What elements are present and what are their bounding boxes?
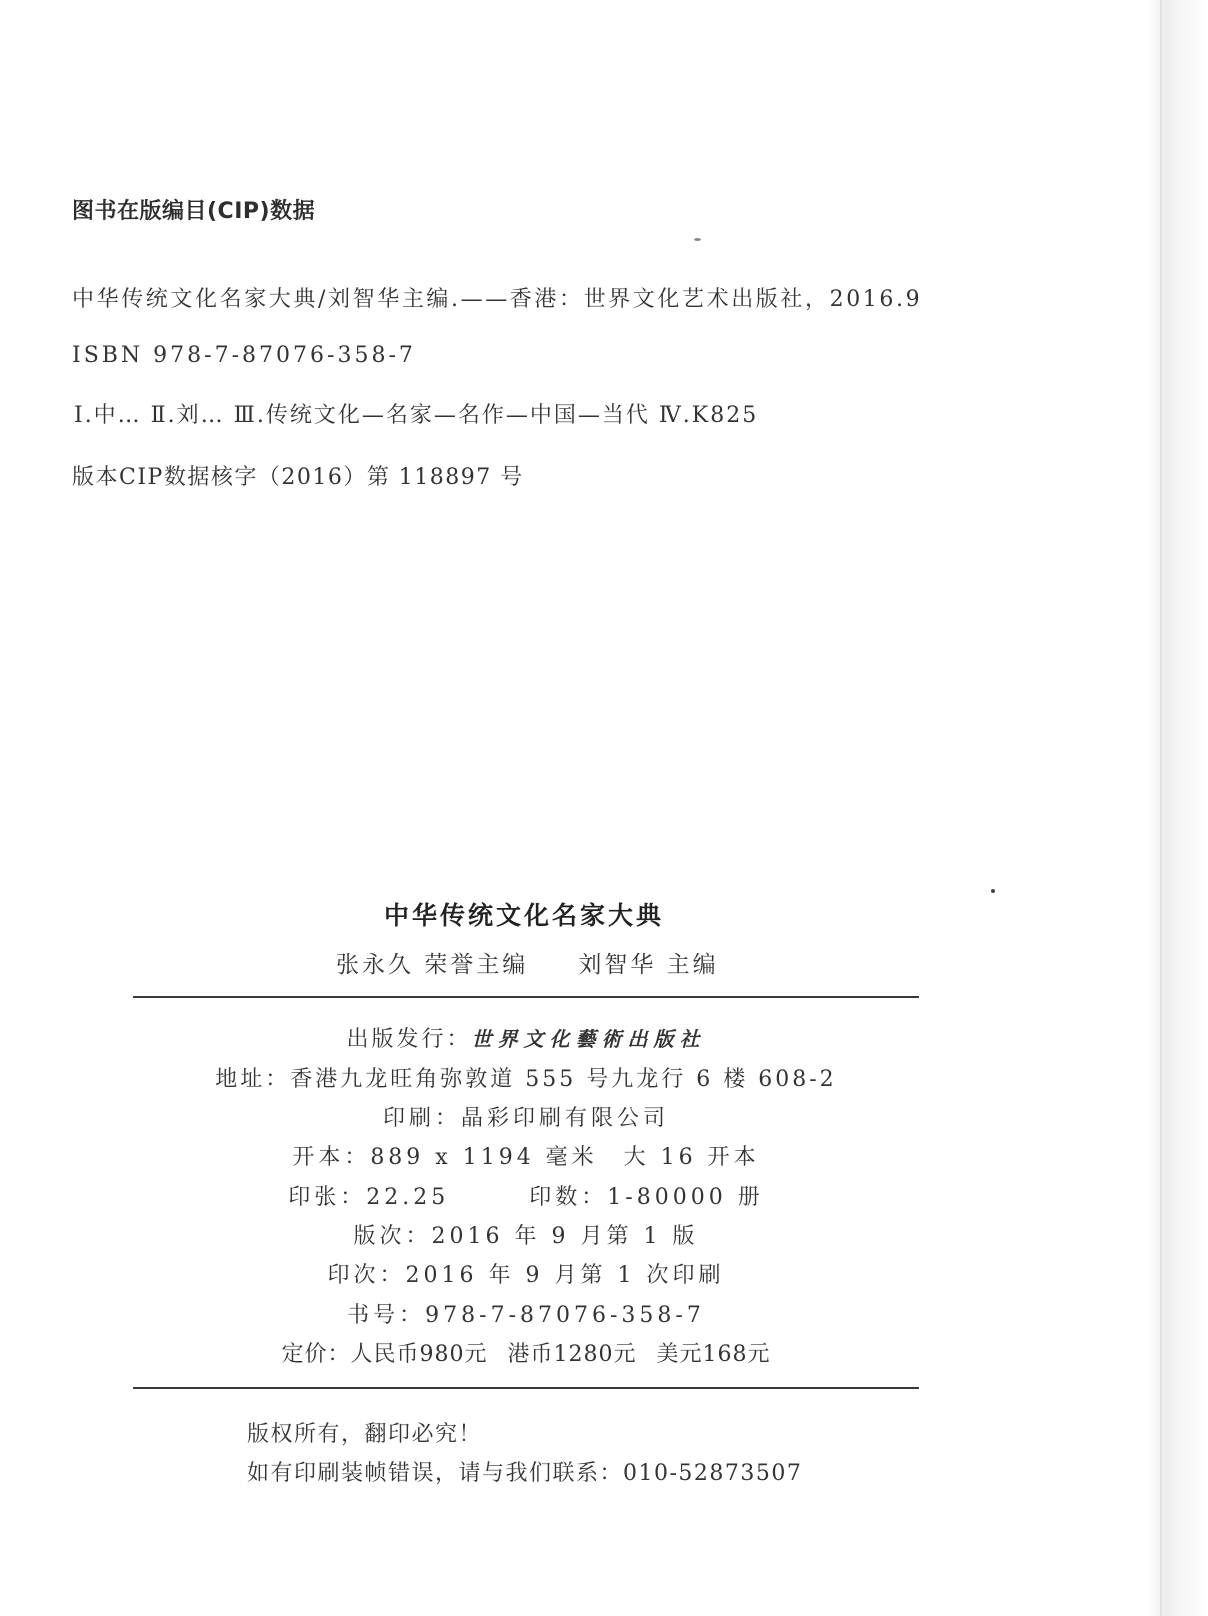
format-line: 开本：889 x 1194 毫米 大 16 开本 [292, 1145, 760, 1170]
divider-bottom [133, 1387, 919, 1389]
divider-top [133, 996, 919, 998]
price-usd: 美元168元 [656, 1342, 771, 1367]
page-edge-shadow [1148, 0, 1208, 1616]
publisher-line [0, 1022, 1052, 1053]
impression-line: 印次：2016 年 9 月第 1 次印刷 [327, 1263, 725, 1288]
edition-line: 版次：2016 年 9 月第 1 版 [353, 1224, 699, 1249]
isbn-line: 书号：978-7-87076-358-7 [347, 1303, 705, 1328]
price-line [0, 1337, 1052, 1368]
printed-sheets: 印张：22.25 [288, 1185, 450, 1210]
printer-line: 印刷：晶彩印刷有限公司 [382, 1106, 669, 1131]
book-title: 中华传统文化名家大典 [383, 901, 664, 930]
price-hkd: 港币1280元 [507, 1342, 637, 1367]
price-cny: 定价：人民币980元 [281, 1342, 488, 1367]
cip-heading: 图书在版编目(CIP)数据 [72, 199, 316, 224]
contact-notice: 如有印刷装帧错误，请与我们联系：010-52873507 [247, 1461, 803, 1486]
page-edge-line [1160, 0, 1162, 1616]
publisher-label: 出版发行： [346, 1027, 472, 1052]
scan-speck [694, 238, 701, 241]
publisher-name: 世界文化藝術出版社 [471, 1027, 706, 1051]
address-line: 地址：香港九龙旺角弥敦道 555 号九龙行 6 楼 608-2 [215, 1067, 837, 1092]
cip-title-line: 中华传统文化名家大典/刘智华主编.——香港：世界文化艺术出版社，2016.9 [72, 287, 923, 312]
cip-record-number-line: 版本CIP数据核字（2016）第 118897 号 [72, 465, 524, 490]
print-run: 印数：1-80000 册 [529, 1185, 764, 1210]
copyright-notice: 版权所有，翻印必究！ [247, 1422, 483, 1447]
editors-line [336, 946, 719, 979]
scan-speck [991, 889, 995, 893]
sheets-line [0, 1180, 1052, 1211]
honorary-editor: 张永久 荣誉主编 [336, 952, 529, 978]
chief-editor: 刘智华 主编 [578, 952, 719, 978]
cip-isbn-line: ISBN 978-7-87076-358-7 [72, 343, 416, 368]
cip-classification-line: Ⅰ.中… Ⅱ.刘… Ⅲ.传统文化—名家—名作—中国—当代 Ⅳ.K825 [74, 403, 759, 428]
